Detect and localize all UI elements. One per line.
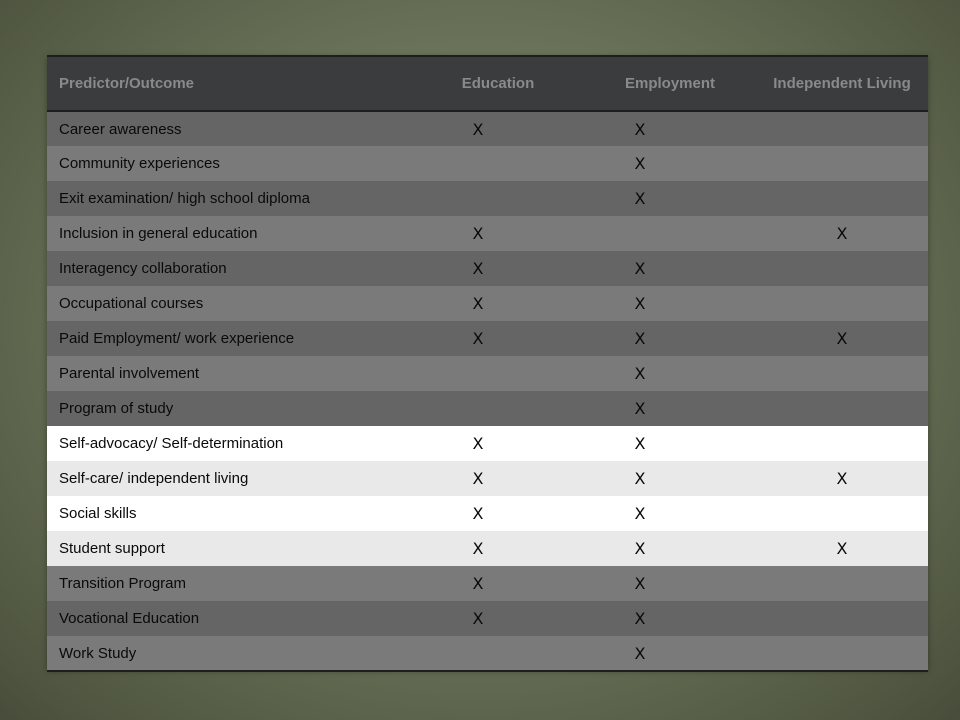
independent-living-cell xyxy=(756,111,928,146)
independent-living-cell: X xyxy=(836,224,848,243)
independent-living-cell xyxy=(756,286,928,321)
table-row xyxy=(47,286,928,321)
employment-cell: X xyxy=(634,539,646,558)
education-cell: X xyxy=(472,224,484,243)
table-row xyxy=(47,391,928,426)
row-label: Paid Employment/ work experience xyxy=(59,330,295,347)
education-cell: X xyxy=(472,294,484,313)
header-predictor-outcome: Predictor/Outcome xyxy=(59,74,195,92)
employment-cell: X xyxy=(634,259,646,278)
employment-cell xyxy=(584,216,756,251)
employment-cell: X xyxy=(634,609,646,628)
independent-living-cell xyxy=(756,251,928,286)
education-cell xyxy=(412,356,584,391)
row-label: Parental involvement xyxy=(59,365,200,382)
row-label: Program of study xyxy=(59,400,174,417)
row-label: Career awareness xyxy=(59,120,182,138)
independent-living-cell xyxy=(756,426,928,461)
row-label: Community experiences xyxy=(59,155,220,172)
table-row xyxy=(47,321,928,356)
education-cell xyxy=(412,146,584,181)
row-label: Work Study xyxy=(59,644,137,662)
employment-cell: X xyxy=(634,574,646,593)
table-row xyxy=(47,181,928,216)
employment-cell: X xyxy=(634,294,646,313)
table-row xyxy=(47,636,928,671)
education-cell: X xyxy=(472,434,484,453)
education-cell xyxy=(412,391,584,426)
table-row-highlighted xyxy=(47,496,928,531)
independent-living-cell xyxy=(756,391,928,426)
education-cell: X xyxy=(472,259,484,278)
table-row-highlighted xyxy=(47,426,928,461)
independent-living-cell xyxy=(756,146,928,181)
row-label: Transition Program xyxy=(59,575,186,592)
row-label: Exit examination/ high school diploma xyxy=(59,190,310,207)
table-row xyxy=(47,216,928,251)
predictor-outcome-table-container xyxy=(47,55,928,669)
education-cell: X xyxy=(472,119,484,139)
independent-living-cell xyxy=(756,496,928,531)
education-cell xyxy=(412,181,584,216)
employment-cell: X xyxy=(634,119,646,139)
row-label: Interagency collaboration xyxy=(59,260,227,277)
employment-cell: X xyxy=(634,469,646,488)
employment-cell: X xyxy=(634,189,646,208)
table-row xyxy=(47,111,928,146)
table-row xyxy=(47,601,928,636)
employment-cell: X xyxy=(634,399,646,418)
table-row-highlighted xyxy=(47,531,928,566)
row-label: Self-care/ independent living xyxy=(59,470,249,487)
education-cell: X xyxy=(472,469,484,488)
header-education: Education xyxy=(461,74,535,92)
employment-cell: X xyxy=(634,154,646,173)
education-cell: X xyxy=(472,539,484,558)
employment-cell: X xyxy=(634,504,646,523)
table-row-highlighted xyxy=(47,461,928,496)
employment-cell: X xyxy=(634,329,646,348)
independent-living-cell: X xyxy=(836,329,848,348)
header-employment: Employment xyxy=(624,74,715,92)
independent-living-cell: X xyxy=(836,469,848,488)
education-cell: X xyxy=(472,609,484,628)
employment-cell: X xyxy=(634,434,646,453)
row-label: Social skills xyxy=(59,505,137,522)
independent-living-cell xyxy=(756,601,928,636)
row-label: Occupational courses xyxy=(59,295,204,312)
row-label: Self-advocacy/ Self-determination xyxy=(59,435,284,452)
independent-living-cell: X xyxy=(836,539,848,558)
independent-living-cell xyxy=(756,356,928,391)
row-label: Student support xyxy=(59,540,165,557)
table-row xyxy=(47,356,928,391)
independent-living-cell xyxy=(756,566,928,601)
independent-living-cell xyxy=(756,636,928,671)
independent-living-cell xyxy=(756,181,928,216)
education-cell: X xyxy=(472,574,484,593)
predictor-outcome-table xyxy=(47,55,928,672)
education-cell xyxy=(412,636,584,671)
row-label: Vocational Education xyxy=(59,610,200,627)
education-cell: X xyxy=(472,329,484,348)
table-row xyxy=(47,146,928,181)
header-independent-living: Independent Living xyxy=(773,74,911,92)
employment-cell: X xyxy=(634,364,646,383)
table-row xyxy=(47,251,928,286)
table-header-row xyxy=(47,56,928,111)
row-label: Inclusion in general education xyxy=(59,225,258,242)
employment-cell: X xyxy=(634,643,646,663)
table-row xyxy=(47,566,928,601)
education-cell: X xyxy=(472,504,484,523)
